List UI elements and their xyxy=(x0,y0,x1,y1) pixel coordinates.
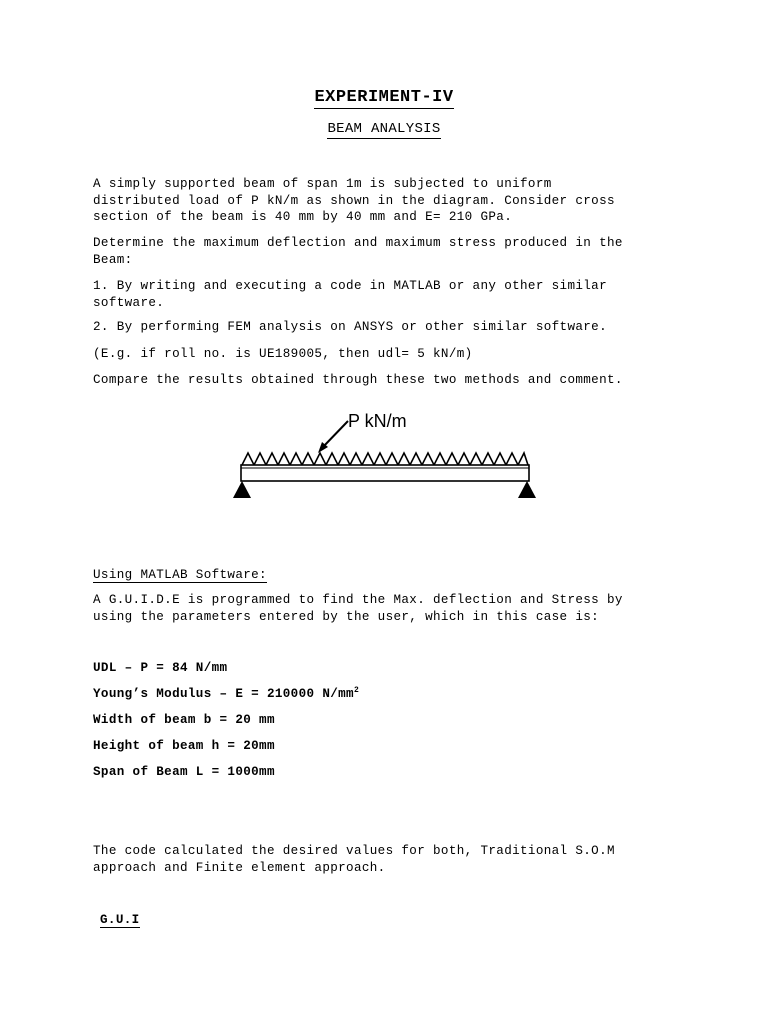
gui-heading-text: G.U.I xyxy=(100,913,140,927)
problem-compare: Compare the results obtained through these two methods and comment. xyxy=(93,373,623,387)
param-youngs-modulus xyxy=(93,686,693,703)
problem-determine: Determine the maximum deflection and maximum stress produced in the Beam: xyxy=(93,236,623,267)
title-text: EXPERIMENT-IV xyxy=(314,88,454,107)
problem-intro: A simply supported beam of span 1m is subjected to uniform distributed load of P kN/m as shown in the diagram. Consider cross section of the beam is 40 mm by 40 mm and E= 210 GPa. xyxy=(93,177,615,224)
problem-example: (E.g. if roll no. is UE189005, then udl= 5 kN/m) xyxy=(93,347,473,361)
problem-item-1: 1. By writing and executing a code in MATLAB or any other similar software. xyxy=(93,279,607,310)
subtitle-text: BEAM ANALYSIS xyxy=(327,121,441,137)
beam xyxy=(241,465,529,481)
param-udl: UDL – P = 84 N/mm xyxy=(93,661,228,675)
document-subtitle xyxy=(0,121,768,137)
gui-heading xyxy=(100,912,700,929)
param-height: Height of beam h = 20mm xyxy=(93,739,275,753)
matlab-description: A G.U.I.D.E is programmed to find the Max. deflection and Stress by using the parameters entered by the user, which in this case is: xyxy=(93,593,623,624)
udl-zigzag xyxy=(242,453,528,465)
matlab-heading-text: Using MATLAB Software: xyxy=(93,568,267,582)
left-support-icon xyxy=(233,481,251,498)
param-width: Width of beam b = 20 mm xyxy=(93,713,275,727)
right-support-icon xyxy=(518,481,536,498)
param-span: Span of Beam L = 1000mm xyxy=(93,765,275,779)
beam-diagram xyxy=(230,405,540,500)
problem-item-2: 2. By performing FEM analysis on ANSYS or other similar software. xyxy=(93,320,607,334)
load-label: P kN/m xyxy=(348,411,407,431)
matlab-conclusion: The code calculated the desired values for both, Traditional S.O.M approach and Finite element approach. xyxy=(93,844,615,875)
load-arrow-icon xyxy=(318,421,348,453)
param-youngs-text: Young’s Modulus – E = 210000 N/mm xyxy=(93,687,354,701)
param-youngs-sup: 2 xyxy=(353,685,360,695)
matlab-heading xyxy=(93,567,693,584)
document-title xyxy=(0,88,768,107)
